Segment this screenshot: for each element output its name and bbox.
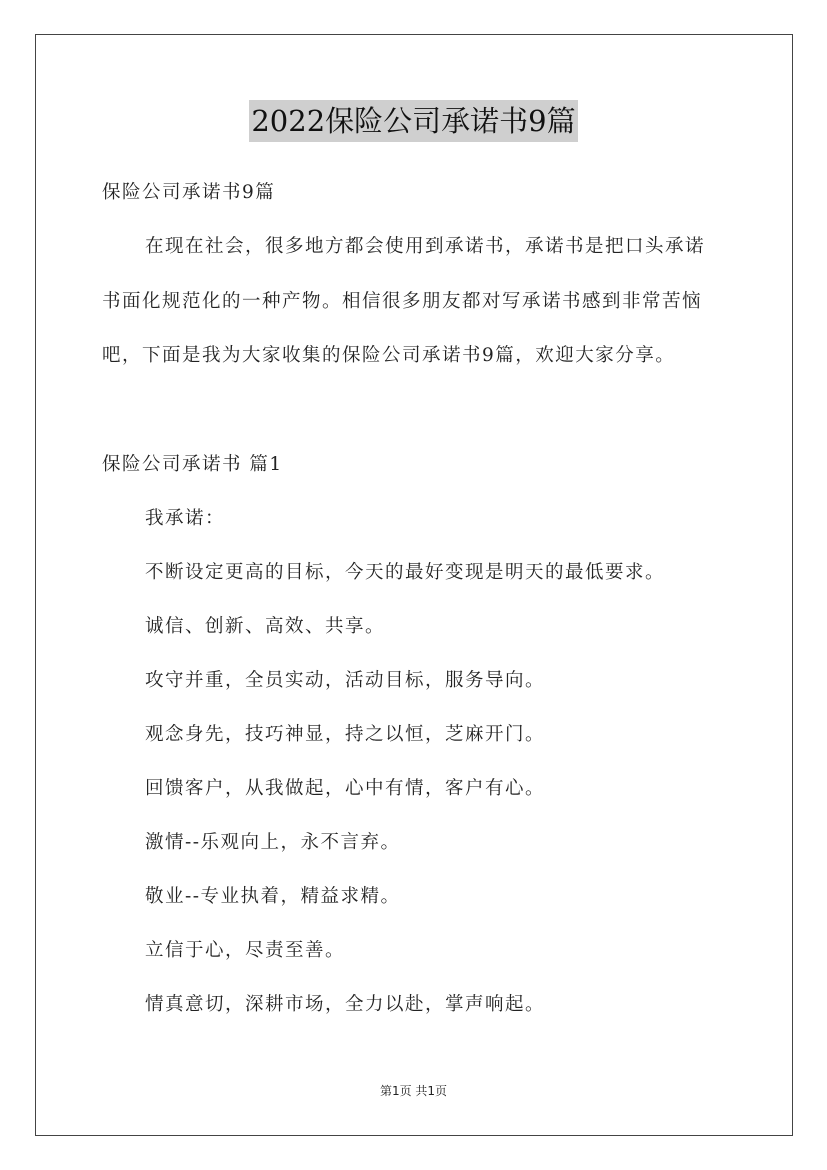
document-title-text: 2022保险公司承诺书9篇: [249, 100, 577, 142]
intro-line-3: 吧，下面是我为大家收集的保险公司承诺书9篇，欢迎大家分享。: [102, 345, 676, 366]
document-subtitle: 保险公司承诺书9篇: [102, 182, 276, 203]
page-footer: [0, 1083, 827, 1099]
page-indicator: 第1页 共1页: [379, 1084, 448, 1098]
commitment-line: 情真意切，深耕市场，全力以赴，掌声响起。: [145, 994, 546, 1015]
commitment-line: 立信于心，尽责至善。: [145, 940, 346, 961]
commitment-line: 回馈客户，从我做起，心中有情，客户有心。: [145, 778, 546, 799]
commitment-line: 诚信、创新、高效、共享。: [145, 616, 386, 637]
document-title: [0, 100, 827, 142]
commitment-line: 不断设定更高的目标，今天的最好变现是明天的最低要求。: [145, 562, 666, 583]
commitment-line: 敬业--专业执着，精益求精。: [145, 886, 401, 907]
commitment-line: 我承诺：: [145, 508, 226, 529]
intro-line-2: 书面化规范化的一种产物。相信很多朋友都对写承诺书感到非常苦恼: [102, 291, 703, 312]
commitment-line: 激情--乐观向上，永不言弃。: [145, 832, 401, 853]
commitment-line: 攻守并重，全员实动，活动目标，服务导向。: [145, 670, 546, 691]
commitment-line: 观念身先，技巧神显，持之以恒，芝麻开门。: [145, 724, 546, 745]
intro-line-1: 在现在社会，很多地方都会使用到承诺书，承诺书是把口头承诺: [145, 236, 706, 257]
section-heading: 保险公司承诺书 篇1: [102, 454, 283, 475]
